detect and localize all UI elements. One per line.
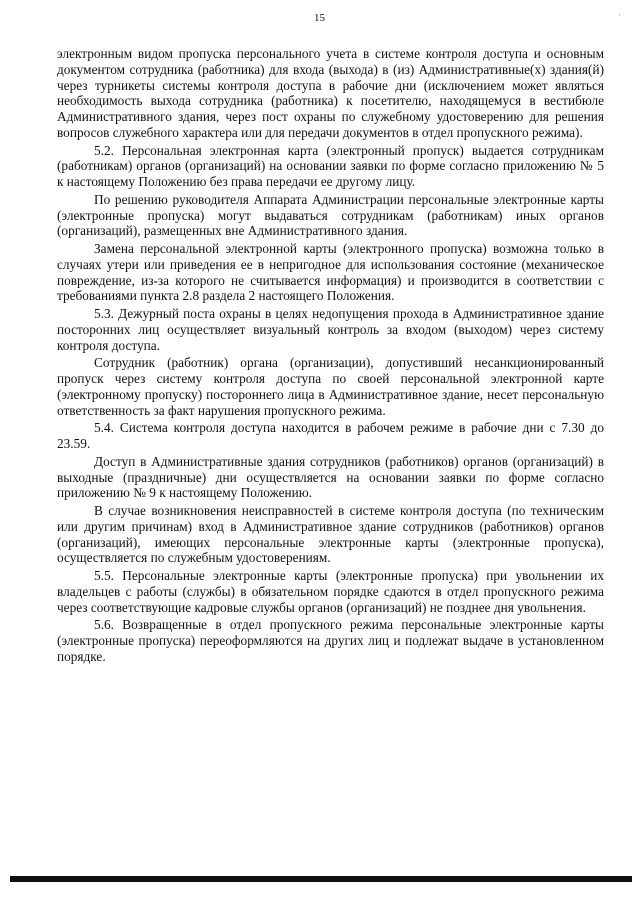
paragraph-5-2: 5.2. Персональная электронная карта (электронный пропуск) выдается сотрудникам (работникам) органов (организаций) на основании заявки по форме согласно приложению № 5 к настоящему Положению без права передачи ее другому лицу. (57, 142, 604, 189)
document-body (57, 46, 604, 667)
bottom-scan-border (10, 876, 632, 882)
paragraph-5-5: 5.5. Персональные электронные карты (электронные пропуска) при увольнении их владельцев с работы (службы) в обязательном порядке сдаются в отдел пропускного режима через соответствующие кадровые службы органов (организаций) не позднее дня увольнения. (57, 568, 604, 615)
paragraph-5-4: 5.4. Система контроля доступа находится в рабочем режиме в рабочие дни с 7.30 до 23.59. (57, 420, 604, 451)
paragraph-5-3: 5.3. Дежурный поста охраны в целях недопущения прохода в Административное здание посторонних лиц осуществляет визуальный контроль за входом (выходом) через систему контроля доступа. (57, 306, 604, 353)
corner-mark: · (618, 10, 621, 20)
paragraph-card-replacement: Замена персональной электронной карты (электронного пропуска) возможна только в случаях утери или приведения ее в непригодное для использования состояние (механическое повреждение, из-за которого не считывается информация) и производится в соответствии с требованиями пункта 2.8 раздела 2 настоящего Положения. (57, 241, 604, 304)
paragraph-responsibility: Сотрудник (работник) органа (организации), допустивший несанкционированный пропуск через систему контроля доступа по своей персональной электронной карте (электронному пропуску) постороннего лица в Административное здание, несет персональную ответственность за факт нарушения пропускного режима. (57, 355, 604, 418)
paragraph-5-6: 5.6. Возвращенные в отдел пропускного режима персональные электронные карты (электронные пропуска) переоформляются на других лиц и подлежат выдаче в установленном порядке. (57, 617, 604, 664)
paragraph-other-organizations: По решению руководителя Аппарата Администрации персональные электронные карты (электронные пропуска) могут выдаваться сотрудникам (работникам) иных органов (организаций), размещенных вне Административного здания. (57, 191, 604, 239)
paragraph-malfunction: В случае возникновения неисправностей в системе контроля доступа (по техническим или другим причинам) вход в Административное здание сотрудников (работников) органов (организаций), имеющих персональные электронные карты (электронные пропуска), осуществляется по служебным удостоверениям. (57, 503, 604, 566)
paragraph-weekend-access: Доступ в Административные здания сотрудников (работников) органов (организаций) в выходные (праздничные) дни осуществляется на основании заявки по форме согласно приложению № 9 к настоящему Положению. (57, 453, 604, 501)
page-number: 15 (314, 12, 325, 24)
paragraph-continuation: электронным видом пропуска персонального учета в системе контроля доступа и основным документом сотрудника (работника) для входа (выхода) в (из) Административные(х) здания(й) через турникеты системы контроля доступа в рабочие дни (исключением может являться необходимость выхода сотрудника (работника) к посетителю, находящемуся в вестибюле Административного здания, через пост охраны по служебному удостоверению для решения вопросов служебного характера или для передачи документов в отдел пропускного режима). (57, 46, 604, 140)
